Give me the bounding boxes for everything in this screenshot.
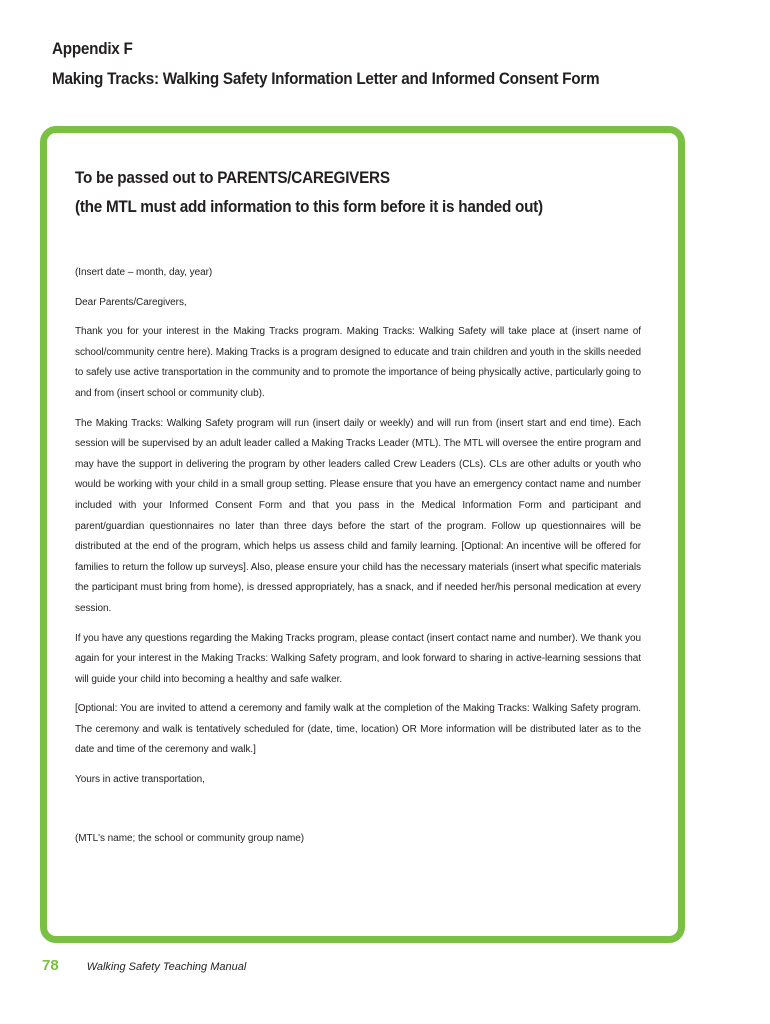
page-footer xyxy=(42,957,246,981)
letter-body xyxy=(75,263,641,858)
page-title: Making Tracks: Walking Safety Information Letter and Informed Consent Form xyxy=(52,69,600,88)
letter-date: (Insert date – month, day, year) xyxy=(75,267,213,278)
form-heading xyxy=(75,163,675,221)
letter-paragraph-3: If you have any questions regarding the Making Tracks program, please contact (insert contact name and number). We thank you again for your interest in the Making Tracks: Walking Safety program, and look forward to sharing in active-learning sessions that will guide your child into becoming a healthy and safe walker. xyxy=(75,632,641,685)
letter-paragraph-2: The Making Tracks: Walking Safety program will run (insert daily or weekly) and will run from (insert start and end time). Each session will be supervised by an adult leader called a Making Tracks Leader (MTL). The MTL will oversee the entire program and may have the support in delivering the program by other leaders called Crew Leaders (CLs). CLs are other adults or youth who would be working with your child in a small group setting. Please ensure that you have an emergency contact name and number included with your Informed Consent Form and that you pass in the Medical Information Form and participant and parent/guardian questionnaires no later than three days before the start of the program. Follow up questionnaires will be distributed at the end of the program, which helps us assess child and family learning. [Optional: An incentive will be offered for families to return the follow up surveys]. Also, please ensure your child has the necessary materials (insert what specific materials the participant must bring from home), is dressed appropriately, has a snack, and if needed her/his personal medication at every session. xyxy=(75,417,641,614)
letter-paragraph-1: Thank you for your interest in the Making Tracks program. Making Tracks: Walking Safety will take place at (insert name of school/community centre here). Making Tracks is a program designed to educate and train children and youth in the skills needed to safely use active transportation in the community and to promote the importance of being physically active, particularly going to and from (insert school or community club). xyxy=(75,326,641,399)
letter-paragraph-4: [Optional: You are invited to attend a ceremony and family walk at the completion of the Making Tracks: Walking Safety program. The ceremony and walk is tentatively scheduled for (date, time, location) OR More information will be distributed later as to the date and time of the ceremony and walk.] xyxy=(75,703,641,756)
manual-title: Walking Safety Teaching Manual xyxy=(86,961,247,973)
letter-salutation: Dear Parents/Caregivers, xyxy=(75,296,187,308)
page-header xyxy=(52,34,742,94)
appendix-label: Appendix F xyxy=(52,39,133,58)
letter-signature: (MTL's name; the school or community group name) xyxy=(75,832,305,844)
letter-closing: Yours in active transportation, xyxy=(75,774,205,786)
consent-form-box xyxy=(40,126,685,943)
form-heading-line1: To be passed out to PARENTS/CAREGIVERS xyxy=(75,168,390,187)
form-heading-line2: (the MTL must add information to this form before it is handed out) xyxy=(75,197,543,216)
page-number: 78 xyxy=(42,957,59,974)
